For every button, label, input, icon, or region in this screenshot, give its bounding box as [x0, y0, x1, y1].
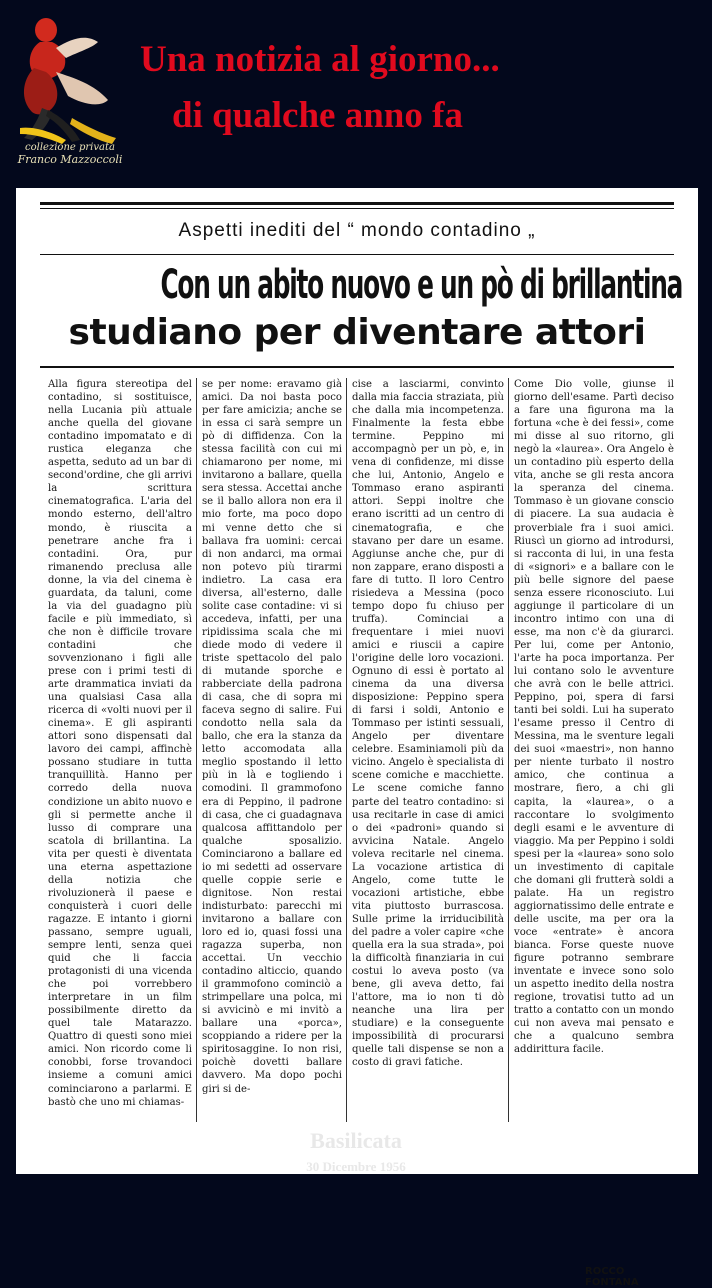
article-signature: ROCCO FONTANA	[585, 1266, 639, 1288]
headline-line-1: Una notizia al giorno...	[140, 39, 500, 80]
article-column-4: Come Dio volle, giunse il giorno dell'esame. Partì deciso a fare una figurona ma la fortuna «che è dei fessi», come mi disse al suo ritorno, gli negò la «laurea». Ora Angelo è un contadino più esperto della vita, anche se gli resta ancora la speranza del cinema. Tommaso è un giovane conscio di piacere. La sua audacia è proverbiale fra i suoi amici. Riuscì un giorno ad introdursi, si racconta di lui, in una festa di «signori» e a ballare con le più belle signore del paese senza essere riconosciuto. Lui aggiunge il particolare di un incontro intimo con una di esse, ma non c'è da giurarci. Per lui, come per Antonio, l'arte ha poca importanza. Per lui contano solo le avventure che avrà con le belle attrici. Peppino, poi, spera di farsi tanti bei soldi. Lui ha superato l'esame presso il Centro di Messina, ma le sventure legali dei suoi «maestri», non hanno per niente turbato il nostro amico, che continua a mostrare, fiero, a chi gli capita, la «laurea», o a raccontare lo svolgimento degli esami e le avventure di viaggio. Ma per Peppino i soldi spesi per la «laurea» sono solo un investimento di capitale che domani gli frutterà soldi a palate. Ha un registro aggiornatissimo delle entrate e delle uscite, ma per ora la voce «entrate» è ancora bianca. Forse queste nuove figure potranno sembrare inventate e invece sono solo un aspetto inedito della nostra regione, trovatisi tutto ad un tratto a contatto con un mondo cui non aveva mai pensato e che a qualcuno sembra addirittura facile.	[514, 379, 674, 1056]
article-kicker: Aspetti inediti del “ mondo contadino „	[178, 220, 536, 241]
headline-line-2: di qualche anno fa	[172, 95, 463, 136]
top-rule-thin	[40, 208, 674, 209]
publication-date: 30 Dicembre 1956	[306, 1159, 406, 1174]
article-column-2: se per nome: eravamo già amici. Da noi basta poco per fare amicizia; anche se in essa ci sarà sempre un pò di diffidenza. Con la stessa facilità con cui mi chiamarono per nome, mi invitarono a ballare, quella sera stessa. Accettai anche se il ballo allora non era il mio forte, ma poco dopo mi venne detto che si ballava fra uomini: cercai di non andarci, ma ormai non potevo più tirarmi indietro. La casa era diversa, all'esterno, dalle solite case contadine: vi si accedeva, infatti, per una ripidissima scala che mi diede modo di vedere il triste spettacolo del palo di mutande sporche e rabberciate della padrona di casa, che di sopra mi faceva segno di salire. Fui condotto nella sala da ballo, che era la stanza da letto accomodata alla meglio spostando il letto più in là e togliendo i comodini. Il grammofono era di Peppino, il padrone di casa, che ci guadagnava qualcosa affittandolo per qualche sposalizio. Cominciarono a ballare ed io mi sedetti ad osservare quelle coppie serie e dignitose. Non restai indisturbato: parecchi mi invitarono a ballare con loro ed io, quasi fossi una ragazza superba, non accettai. Un vecchio contadino alticcio, quando il grammofono cominciò a strimpellare una polca, mi si avvicinò e mi invitò a ballare una «porca», scoppiando a ridere per la spiritosaggine. Io non risi, poichè dovetti ballare davvero. Ma dopo pochi giri si de-	[202, 379, 342, 1095]
collection-logo	[12, 8, 124, 158]
article-title-line-2: studiano per diventare attori	[68, 312, 646, 353]
collection-label: collezione privata	[25, 142, 115, 153]
kicker-rule	[40, 254, 674, 255]
column-divider	[346, 378, 347, 1122]
newspaper-clipping	[16, 188, 698, 1288]
article-column-1: Alla figura stereotipa del contadino, si sostituisce, nella Lucania più attuale anche quella del giovane contadino impomatato e di rustica eleganza che aspetta, seduto ad un bar di second'ordine, che gli arrivi la scrittura cinematografica. L'aria del mondo esterno, dell'altro mondo, è riuscita a penetrare anche fra i contadini. Ora, pur rimanendo preclusa alle donne, la via del cinema è guardata, da taluni, come la via del guadagno più facile e più immediato, sì che non è difficile trovare contadini che sovvenzionano i figli alle prese con i primi testi di arte drammatica inviati da una qualsiasi Casa alla ricerca di «volti nuovi per il cinema». E gli aspiranti attori sono dispensati dal lavoro dei campi, affinchè possano studiare in tutta tranquillità. Hanno per corredo della nuova condizione un abito nuovo e gli si permette anche il lusso di comprare una scatola di brillantina. La vita per questi è diventata una eterna aspettazione della notizia che rivoluzionerà il paese e conquisterà i cuori delle ragazze. E intanto i giorni passano, sempre uguali, sempre lenti, senza quei quid che li faccia protagonisti di una vicenda che poi vorrebbero interpretare in un film possibilmente diretto da quel tale Matarazzo. Quattro di questi sono miei amici. Non ricordo come li conobbi, forse trovandoci insieme a comuni amici cominciarono a parlarmi. E bastò che uno mi chiamas-	[48, 379, 192, 1108]
collection-caption	[10, 142, 130, 166]
column-divider	[508, 378, 509, 1122]
dancer-figure-icon	[12, 8, 124, 148]
top-rule	[40, 202, 674, 205]
collector-name: Franco Mazzoccoli	[17, 153, 123, 166]
title-rule	[40, 366, 674, 368]
article-title-line-1: Con un abito nuovo e un pò di brillantina	[160, 262, 683, 308]
article-column-3: cise a lasciarmi, convinto dalla mia faccia straziata, più che dalla mia incompetenza. Finalmente la festa ebbe termine. Peppino mi accompagnò per un pò, e, in vena di confidenze, mi disse che lui, Antonio, Angelo e Tommaso erano aspiranti attori. Seppi inoltre che erano iscritti ad un centro di cinematografia, e che stavano per dare un esame. Aggiunse anche che, pur di non zappare, erano disposti a fare di tutto. Il loro Centro risiedeva a Messina (poco tempo dopo fu chiuso per truffa). Cominciai a frequentare i miei nuovi amici e riuscii a capire l'origine delle loro vocazioni. Ognuno di essi è portato al cinema da una diversa disposizione: Peppino spera di farsi i soldi, Antonio e Tommaso per istinti sessuali, Angelo per diventare celebre. Esaminiamoli più da vicino. Angelo è specialista di scene comiche e macchiette. Le scene comiche fanno parte del teatro contadino: si usa recitarle in case di amici o dei «padroni» quando si avvicina Natale. Angelo voleva recitarle nel cinema. La vocazione artistica di Angelo, come tutte le vocazioni artistiche, ebbe vita piuttosto burrascosa. Sulle prime la irriducibilità del padre a voler capire «che quella era la sua strada», poi la difficoltà finanziaria in cui costui lo aveva posto (va bene, gli aveva detto, fai l'attore, ma io non ti dò neanche una lira per studiare) e la conseguente impossibilità di procurarsi quelle tali dispense se non a costo di gravi fatiche.	[352, 379, 504, 1069]
column-divider	[196, 378, 197, 1122]
newspaper-name: Basilicata	[310, 1128, 402, 1153]
